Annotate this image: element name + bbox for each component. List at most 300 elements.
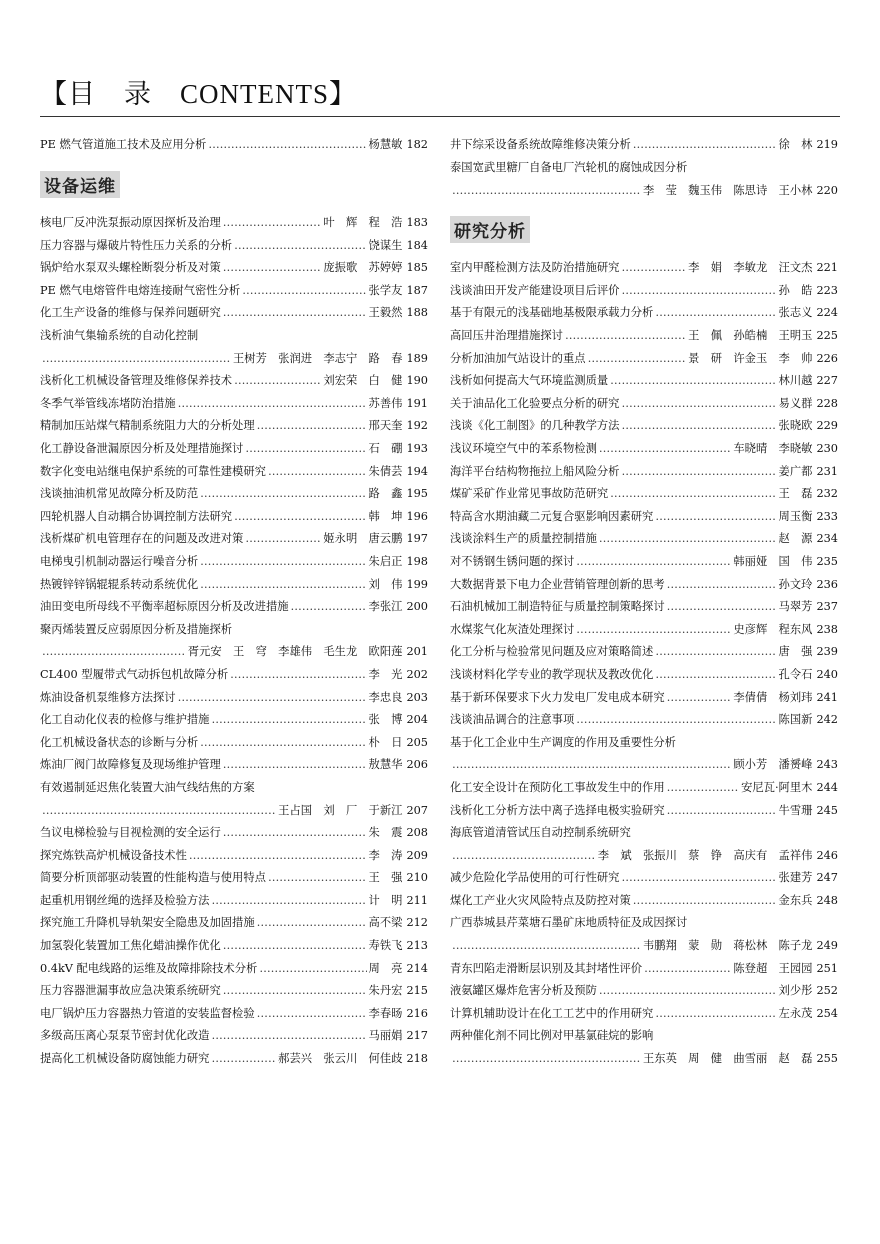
toc-entry[interactable] bbox=[450, 298, 838, 321]
toc-entry-title: 压力容器泄漏事故应急决策系统研究 bbox=[40, 984, 221, 998]
dot-leader bbox=[667, 804, 777, 818]
toc-entry-author: 唐 强 bbox=[778, 645, 813, 659]
toc-entry-title: 冬季气举管线冻堵防治措施 bbox=[40, 396, 176, 410]
dot-leader bbox=[223, 826, 367, 840]
dot-leader bbox=[223, 939, 367, 953]
dot-leader bbox=[42, 352, 231, 366]
toc-entry-page: 227 bbox=[816, 374, 838, 388]
toc-entry-page: 254 bbox=[816, 1006, 838, 1020]
dot-leader bbox=[655, 510, 776, 524]
toc-entry[interactable] bbox=[450, 366, 838, 389]
toc-entry-author: 刘少彤 bbox=[778, 984, 813, 998]
toc-entry-title: 减少危险化学品使用的可行性研究 bbox=[450, 871, 620, 885]
toc-entry-page: 205 bbox=[406, 735, 428, 749]
toc-entry[interactable] bbox=[450, 569, 838, 592]
toc-entry-title: 浅析化工分析方法中离子选择电极实验研究 bbox=[450, 803, 665, 817]
toc-entry[interactable] bbox=[40, 795, 428, 818]
toc-entry-author: 李忠良 bbox=[368, 690, 403, 704]
toc-entry-page: 233 bbox=[816, 509, 838, 523]
toc-entry-title: 海洋平台结构物拖拉上船风险分析 bbox=[450, 464, 620, 478]
toc-entry-author: 寿铁飞 bbox=[368, 939, 403, 953]
toc-entry-page: 198 bbox=[406, 554, 428, 568]
dot-leader bbox=[621, 397, 776, 411]
toc-entry[interactable] bbox=[40, 253, 428, 276]
toc-entry[interactable] bbox=[40, 750, 428, 773]
toc-entry[interactable] bbox=[450, 976, 838, 999]
dot-leader bbox=[223, 984, 367, 998]
dot-leader bbox=[42, 804, 276, 818]
toc-entry[interactable] bbox=[450, 637, 838, 660]
toc-entry[interactable] bbox=[40, 885, 428, 908]
dot-leader bbox=[576, 713, 776, 727]
toc-entry-author: 赵 源 bbox=[778, 532, 813, 546]
dot-leader bbox=[211, 1029, 366, 1043]
toc-entry-author: 金东兵 bbox=[778, 893, 813, 907]
toc-entry-page: 225 bbox=[816, 329, 838, 343]
toc-entry-page: 244 bbox=[816, 780, 838, 794]
toc-entry-title: 煤矿采矿作业常见事故防范研究 bbox=[450, 487, 609, 501]
toc-entry-page: 203 bbox=[406, 690, 428, 704]
toc-entry-author: 朱丹宏 bbox=[368, 984, 403, 998]
toc-entry-title: PE 燃气电熔管件电熔连接耐气密性分析 bbox=[40, 283, 241, 297]
dot-leader bbox=[655, 306, 776, 320]
toc-entry-title: 浅析化工机械设备管理及维修保养技术 bbox=[40, 374, 233, 388]
toc-entry[interactable] bbox=[450, 1044, 838, 1067]
toc-entry-page: 192 bbox=[406, 419, 428, 433]
toc-entry-page: 224 bbox=[816, 306, 838, 320]
toc-title-line: 两种催化剂不同比例对甲基氯硅烷的影响 bbox=[450, 1029, 654, 1043]
toc-entry-title: 锅炉给水泵双头螺栓断裂分析及对策 bbox=[40, 261, 221, 275]
toc-entry-author: 张 博 bbox=[368, 713, 403, 727]
dot-leader bbox=[621, 419, 776, 433]
toc-entry-page: 196 bbox=[406, 509, 428, 523]
toc-entry-author: 史彦辉 程东风 bbox=[733, 622, 813, 636]
toc-entry-author: 张建芳 bbox=[778, 871, 813, 885]
toc-entry[interactable] bbox=[40, 840, 428, 863]
toc-entry[interactable] bbox=[450, 130, 838, 153]
dot-leader bbox=[655, 645, 776, 659]
toc-entry[interactable] bbox=[450, 998, 838, 1021]
toc-entry-title: 浅谈油品调合的注意事项 bbox=[450, 713, 575, 727]
toc-entry-author: 李倩倩 杨刘玮 bbox=[733, 690, 813, 704]
toc-entry-author: 叶 辉 程 浩 bbox=[323, 216, 403, 230]
toc-entry[interactable] bbox=[450, 388, 838, 411]
dot-leader bbox=[223, 261, 322, 275]
toc-entry[interactable] bbox=[40, 298, 428, 321]
toc-entry-author: 韩丽娅 国 伟 bbox=[733, 554, 813, 568]
toc-entry-title: 探究施工升降机导轨架安全隐患及加固措施 bbox=[40, 916, 255, 930]
contents-header bbox=[40, 66, 840, 117]
toc-entry-page: 193 bbox=[406, 442, 428, 456]
dot-leader bbox=[257, 419, 367, 433]
toc-entry-author: 朱启正 bbox=[368, 554, 403, 568]
toc-entry[interactable] bbox=[40, 976, 428, 999]
toc-entry-page: 199 bbox=[406, 577, 428, 591]
toc-entry-author: 王毅然 bbox=[368, 306, 403, 320]
toc-entry-page: 243 bbox=[816, 758, 838, 772]
toc-entry-author: 王占国 刘 厂 于新江 bbox=[278, 803, 403, 817]
toc-entry-title: 基于新环保要求下火力发电厂发电成本研究 bbox=[450, 690, 665, 704]
toc-entry-title: 浅析煤矿机电管理存在的问题及改进对策 bbox=[40, 532, 244, 546]
toc-entry[interactable] bbox=[40, 727, 428, 750]
toc-entry-author: 苏善伟 bbox=[368, 396, 403, 410]
dot-leader bbox=[242, 284, 366, 298]
toc-entry[interactable] bbox=[450, 750, 838, 773]
toc-entry-page: 235 bbox=[816, 554, 838, 568]
toc-entry-author: 王 佩 孙皓楠 王明玉 bbox=[688, 329, 813, 343]
toc-entry-title: 基于有限元的浅基础地基极限承载力分析 bbox=[450, 306, 654, 320]
toc-entry-page: 208 bbox=[406, 826, 428, 840]
toc-entry[interactable] bbox=[40, 818, 428, 841]
toc-entry-title: 0.4kV 配电线路的运维及故障排除技术分析 bbox=[40, 961, 258, 975]
toc-entry-page: 204 bbox=[406, 713, 428, 727]
toc-entry-page: 249 bbox=[816, 939, 838, 953]
toc-entry-page: 197 bbox=[406, 532, 428, 546]
toc-entry-title: 起重机用钢丝绳的选择及检验方法 bbox=[40, 893, 210, 907]
toc-entry-author: 马丽娟 bbox=[368, 1029, 403, 1043]
toc-entry[interactable] bbox=[40, 998, 428, 1021]
dot-leader bbox=[655, 1007, 776, 1021]
toc-entry-page: 217 bbox=[406, 1029, 428, 1043]
toc-entry[interactable] bbox=[40, 275, 428, 298]
toc-entry[interactable] bbox=[450, 343, 838, 366]
toc-title-line: 浅析油气集输系统的自动化控制 bbox=[40, 329, 199, 343]
dot-leader bbox=[223, 216, 322, 230]
toc-entry-author: 姬永明 唐云鹏 bbox=[323, 532, 403, 546]
toc-entry[interactable] bbox=[450, 795, 838, 818]
toc-entry[interactable] bbox=[40, 953, 428, 976]
toc-entry[interactable] bbox=[40, 592, 428, 615]
dot-leader bbox=[667, 600, 777, 614]
toc-entry[interactable] bbox=[450, 321, 838, 344]
toc-entry-page: 215 bbox=[406, 984, 428, 998]
dot-leader bbox=[257, 916, 367, 930]
toc-entry[interactable] bbox=[40, 456, 428, 479]
toc-entry-author: 张晓欧 bbox=[778, 419, 813, 433]
toc-entry-page: 187 bbox=[406, 283, 428, 297]
toc-entry-title: 四轮机器人自动耦合协调控制方法研究 bbox=[40, 509, 233, 523]
toc-entry-author: 李 莹 魏玉伟 陈思诗 王小林 bbox=[642, 183, 813, 197]
toc-entry[interactable] bbox=[40, 569, 428, 592]
toc-entry-author: 王东英 周 健 曲雪丽 赵 磊 bbox=[642, 1052, 813, 1066]
toc-entry[interactable] bbox=[40, 637, 428, 660]
dot-leader bbox=[452, 939, 641, 953]
toc-entry-author: 韦鹏翔 蒙 勋 蒋松林 陈子龙 bbox=[642, 939, 813, 953]
toc-entry[interactable] bbox=[40, 659, 428, 682]
dot-leader bbox=[621, 261, 686, 275]
toc-entry[interactable] bbox=[450, 275, 838, 298]
toc-entry-author: 顾小芳 潘赟峰 bbox=[733, 758, 813, 772]
toc-title-line: 泰国宽武里糖厂自备电厂汽轮机的腐蚀成因分析 bbox=[450, 161, 688, 175]
dot-leader bbox=[667, 578, 777, 592]
dot-leader bbox=[599, 442, 731, 456]
toc-entry-page: 216 bbox=[406, 1006, 428, 1020]
toc-entry[interactable] bbox=[450, 840, 838, 863]
toc-entry-title: 浅谈油田开发产能建设项目后评价 bbox=[450, 283, 620, 297]
section-heading: 研究分析 bbox=[450, 216, 530, 243]
contents-title: 【目 录 CONTENTS】 bbox=[40, 79, 357, 109]
dot-leader bbox=[565, 329, 686, 343]
toc-entry-author: 左永茂 bbox=[778, 1006, 813, 1020]
toc-entry[interactable] bbox=[40, 908, 428, 931]
toc-entry-title: 计算机辅助设计在化工工艺中的作用研究 bbox=[450, 1006, 654, 1020]
dot-leader bbox=[452, 849, 596, 863]
toc-entry[interactable] bbox=[450, 501, 838, 524]
toc-entry[interactable] bbox=[450, 863, 838, 886]
toc-entry-author: 敖慧华 bbox=[368, 758, 403, 772]
toc-entry-page: 218 bbox=[406, 1052, 428, 1066]
toc-entry-page: 230 bbox=[816, 442, 838, 456]
toc-entry-author: 牛雪珊 bbox=[778, 803, 813, 817]
toc-entry-page: 207 bbox=[406, 803, 428, 817]
toc-entry-author: 孔令石 bbox=[778, 667, 813, 681]
dot-leader bbox=[655, 668, 776, 682]
toc-entry[interactable] bbox=[40, 705, 428, 728]
dot-leader bbox=[599, 532, 777, 546]
toc-entry-page: 245 bbox=[816, 803, 838, 817]
toc-entry-page: 236 bbox=[816, 577, 838, 591]
toc-entry[interactable] bbox=[40, 208, 428, 231]
toc-entry-page: 210 bbox=[406, 871, 428, 885]
toc-entry-author: 周玉衡 bbox=[778, 509, 813, 523]
toc-entry[interactable] bbox=[40, 388, 428, 411]
dot-leader bbox=[268, 465, 367, 479]
toc-entry[interactable] bbox=[450, 931, 838, 954]
toc-entry[interactable] bbox=[40, 230, 428, 253]
toc-entry-page: 251 bbox=[816, 961, 838, 975]
dot-leader bbox=[633, 138, 777, 152]
toc-entry-page: 229 bbox=[816, 419, 838, 433]
toc-entry-page: 195 bbox=[406, 487, 428, 501]
toc-entry-page: 220 bbox=[816, 183, 838, 197]
toc-entry-title: 化工生产设备的维修与保养问题研究 bbox=[40, 306, 221, 320]
toc-entry-author: 计 明 bbox=[368, 893, 403, 907]
toc-title-line: 广西恭城县芹菜塘石墨矿床地质特征及成因探讨 bbox=[450, 916, 688, 930]
toc-entry-title: 浅谈材料化学专业的教学现状及教改优化 bbox=[450, 667, 654, 681]
toc-entry-author: 李 涛 bbox=[368, 848, 403, 862]
toc-entry[interactable] bbox=[40, 931, 428, 954]
toc-entry[interactable] bbox=[450, 885, 838, 908]
dot-leader bbox=[667, 781, 739, 795]
toc-entry-author: 韩 坤 bbox=[368, 509, 403, 523]
toc-entry-author: 陈国新 bbox=[778, 713, 813, 727]
dot-leader bbox=[621, 284, 776, 298]
toc-entry-page: 221 bbox=[816, 261, 838, 275]
toc-entry-author: 高不梁 bbox=[368, 916, 403, 930]
toc-entry-author: 易义群 bbox=[778, 396, 813, 410]
toc-entry[interactable] bbox=[40, 682, 428, 705]
toc-entry-title: 青东凹陷走滑断层识别及其封堵性评价 bbox=[450, 961, 643, 975]
toc-entry-title: 分析加油加气站设计的重点 bbox=[450, 351, 586, 365]
toc-entry[interactable] bbox=[40, 343, 428, 366]
toc-entry-title: 特高含水期油藏二元复合驱影响因素研究 bbox=[450, 509, 654, 523]
toc-entry-author: 王 强 bbox=[368, 871, 403, 885]
toc-entry-title: 化工分析与检验常见问题及应对策略简述 bbox=[450, 645, 654, 659]
dot-leader bbox=[667, 691, 732, 705]
toc-entry-page: 232 bbox=[816, 487, 838, 501]
toc-entry-author: 马翠芳 bbox=[778, 600, 813, 614]
toc-entry-author: 车晓晴 李晓敏 bbox=[733, 442, 813, 456]
toc-entry-page: 234 bbox=[816, 532, 838, 546]
dot-leader bbox=[245, 532, 321, 546]
toc-entry[interactable] bbox=[40, 863, 428, 886]
dot-leader bbox=[621, 871, 776, 885]
toc-entry-title: 多级高压离心泵泵节密封优化改造 bbox=[40, 1029, 210, 1043]
toc-entry-page: 212 bbox=[406, 916, 428, 930]
toc-entry-page: 226 bbox=[816, 351, 838, 365]
dot-leader bbox=[234, 239, 366, 253]
toc-entry[interactable] bbox=[450, 614, 838, 637]
toc-entry[interactable] bbox=[450, 456, 838, 479]
toc-entry[interactable] bbox=[40, 524, 428, 547]
toc-entry-page: 239 bbox=[816, 645, 838, 659]
toc-entry[interactable] bbox=[450, 253, 838, 276]
toc-entry[interactable] bbox=[450, 953, 838, 976]
toc-entry-author: 朱 震 bbox=[368, 826, 403, 840]
dot-leader bbox=[621, 465, 776, 479]
toc-entry-author: 王 磊 bbox=[778, 487, 813, 501]
dot-leader bbox=[257, 1007, 367, 1021]
dot-leader bbox=[633, 894, 777, 908]
dot-leader bbox=[610, 487, 776, 501]
toc-entry-title: 炼油设备机泵维修方法探讨 bbox=[40, 690, 176, 704]
toc-entry[interactable] bbox=[40, 434, 428, 457]
dot-leader bbox=[200, 487, 366, 501]
toc-entry-page: 188 bbox=[406, 306, 428, 320]
toc-entry[interactable] bbox=[450, 434, 838, 457]
dot-leader bbox=[200, 578, 366, 592]
dot-leader bbox=[178, 397, 367, 411]
toc-entry[interactable] bbox=[450, 659, 838, 682]
toc-entry-page: 209 bbox=[406, 848, 428, 862]
toc-entry[interactable] bbox=[450, 682, 838, 705]
toc-entry[interactable] bbox=[40, 130, 428, 153]
toc-entry-page: 252 bbox=[816, 984, 838, 998]
toc-entry-page: 202 bbox=[406, 667, 428, 681]
toc-entry-title: 对不锈钢生锈问题的探讨 bbox=[450, 554, 575, 568]
toc-entry[interactable] bbox=[40, 501, 428, 524]
toc-entry-author: 杨慧敏 bbox=[368, 138, 403, 152]
toc-entry-author: 庞振歌 苏婷婷 bbox=[323, 261, 403, 275]
toc-entry[interactable] bbox=[450, 705, 838, 728]
toc-entry-author: 孙 皓 bbox=[778, 283, 813, 297]
dot-leader bbox=[610, 374, 776, 388]
toc-entry-page: 190 bbox=[406, 374, 428, 388]
dot-leader bbox=[452, 1052, 641, 1066]
dot-leader bbox=[211, 713, 366, 727]
toc-entry-title: 精制加压站煤气精制系统阻力大的分析处理 bbox=[40, 419, 255, 433]
toc-entry-title: 刍议电梯检验与目视检测的安全运行 bbox=[40, 826, 221, 840]
toc-entry-author: 景 研 许金玉 李 帅 bbox=[688, 351, 813, 365]
toc-entry-page: 214 bbox=[406, 961, 428, 975]
dot-leader bbox=[245, 442, 366, 456]
toc-entry-title: 高回压井治理措施探讨 bbox=[450, 329, 563, 343]
toc-entry[interactable] bbox=[450, 772, 838, 795]
toc-entry-author: 姜广都 bbox=[778, 464, 813, 478]
dot-leader bbox=[208, 138, 366, 152]
toc-entry[interactable] bbox=[40, 479, 428, 502]
dot-leader bbox=[588, 352, 687, 366]
toc-entry-page: 247 bbox=[816, 871, 838, 885]
toc-entry[interactable] bbox=[40, 366, 428, 389]
toc-column-left bbox=[40, 130, 428, 1066]
toc-entry-title: 浅谈《化工制图》的几种教学方法 bbox=[450, 419, 620, 433]
toc-entry-title: 提高化工机械设备防腐蚀能力研究 bbox=[40, 1052, 210, 1066]
toc-entry-page: 213 bbox=[406, 939, 428, 953]
toc-entry-author: 张学友 bbox=[368, 283, 403, 297]
toc-entry-author: 胥元安 王 穹 李雄伟 毛生龙 欧阳莲 bbox=[187, 645, 403, 659]
toc-entry-author: 李春旸 bbox=[368, 1006, 403, 1020]
toc-entry-author: 李 斌 张振川 蔡 铮 高庆有 孟祥伟 bbox=[597, 848, 813, 862]
toc-entry-author: 陈登超 王园园 bbox=[733, 961, 813, 975]
toc-entry[interactable] bbox=[40, 547, 428, 570]
toc-entry-author: 李 娟 李敏龙 汪文杰 bbox=[688, 261, 813, 275]
toc-entry-page: 185 bbox=[406, 261, 428, 275]
toc-entry-page: 201 bbox=[406, 645, 428, 659]
toc-entry-page: 189 bbox=[406, 351, 428, 365]
toc-entry-page: 200 bbox=[406, 600, 428, 614]
toc-entry[interactable] bbox=[40, 1021, 428, 1044]
toc-entry[interactable] bbox=[40, 411, 428, 434]
toc-entry-title: 室内甲醛检测方法及防治措施研究 bbox=[450, 261, 620, 275]
toc-entry-title: PE 燃气管道施工技术及应用分析 bbox=[40, 138, 207, 152]
dot-leader bbox=[200, 555, 366, 569]
toc-entry-title: CL400 型履带式气动拆包机故障分析 bbox=[40, 667, 229, 681]
toc-entry-page: 194 bbox=[406, 464, 428, 478]
toc-entry-page: 206 bbox=[406, 758, 428, 772]
toc-column-right bbox=[450, 130, 838, 1066]
toc-entry-page: 242 bbox=[816, 713, 838, 727]
toc-entry-page: 228 bbox=[816, 396, 838, 410]
toc-entry-title: 水煤浆气化灰渣处理探讨 bbox=[450, 622, 575, 636]
toc-entry-page: 219 bbox=[816, 138, 838, 152]
dot-leader bbox=[259, 962, 366, 976]
toc-entry-page: 223 bbox=[816, 283, 838, 297]
toc-entry-title: 核电厂反冲洗泵振动原因探析及治理 bbox=[40, 216, 221, 230]
toc-entry-author: 石 硼 bbox=[368, 442, 403, 456]
toc-title-line: 基于化工企业中生产调度的作用及重要性分析 bbox=[450, 735, 676, 749]
toc-entry[interactable] bbox=[450, 547, 838, 570]
dot-leader bbox=[576, 623, 731, 637]
toc-entry-title: 热镀锌锌锅辊辊系转动系统优化 bbox=[40, 577, 199, 591]
toc-entry[interactable] bbox=[450, 524, 838, 547]
toc-entry-title: 石油机械加工制造特征与质量控制策略探讨 bbox=[450, 600, 665, 614]
toc-entry[interactable] bbox=[450, 479, 838, 502]
toc-entry-title: 浅析如何提高大气环境监测质量 bbox=[450, 374, 609, 388]
toc-entry[interactable] bbox=[40, 1044, 428, 1067]
dot-leader bbox=[189, 849, 367, 863]
toc-entry[interactable] bbox=[450, 411, 838, 434]
toc-entry-author: 李张江 bbox=[368, 600, 403, 614]
toc-entry-page: 246 bbox=[816, 848, 838, 862]
dot-leader bbox=[211, 1052, 276, 1066]
toc-entry-page: 241 bbox=[816, 690, 838, 704]
dot-leader bbox=[291, 600, 367, 614]
dot-leader bbox=[211, 894, 366, 908]
toc-entry[interactable] bbox=[450, 175, 838, 198]
dot-leader bbox=[234, 510, 366, 524]
toc-entry-title: 探究炼铁高炉机械设备技术性 bbox=[40, 848, 187, 862]
toc-entry-page: 211 bbox=[406, 893, 428, 907]
toc-entry-title: 煤化工产业火灾风险特点及防控对策 bbox=[450, 893, 631, 907]
dot-leader bbox=[576, 555, 731, 569]
toc-entry-page: 182 bbox=[406, 138, 428, 152]
toc-entry[interactable] bbox=[450, 592, 838, 615]
toc-entry-title: 加氢裂化装置加工焦化蜡油操作优化 bbox=[40, 939, 221, 953]
dot-leader bbox=[599, 984, 777, 998]
toc-entry-title: 化工安全设计在预防化工事故发生中的作用 bbox=[450, 780, 665, 794]
dot-leader bbox=[268, 871, 367, 885]
